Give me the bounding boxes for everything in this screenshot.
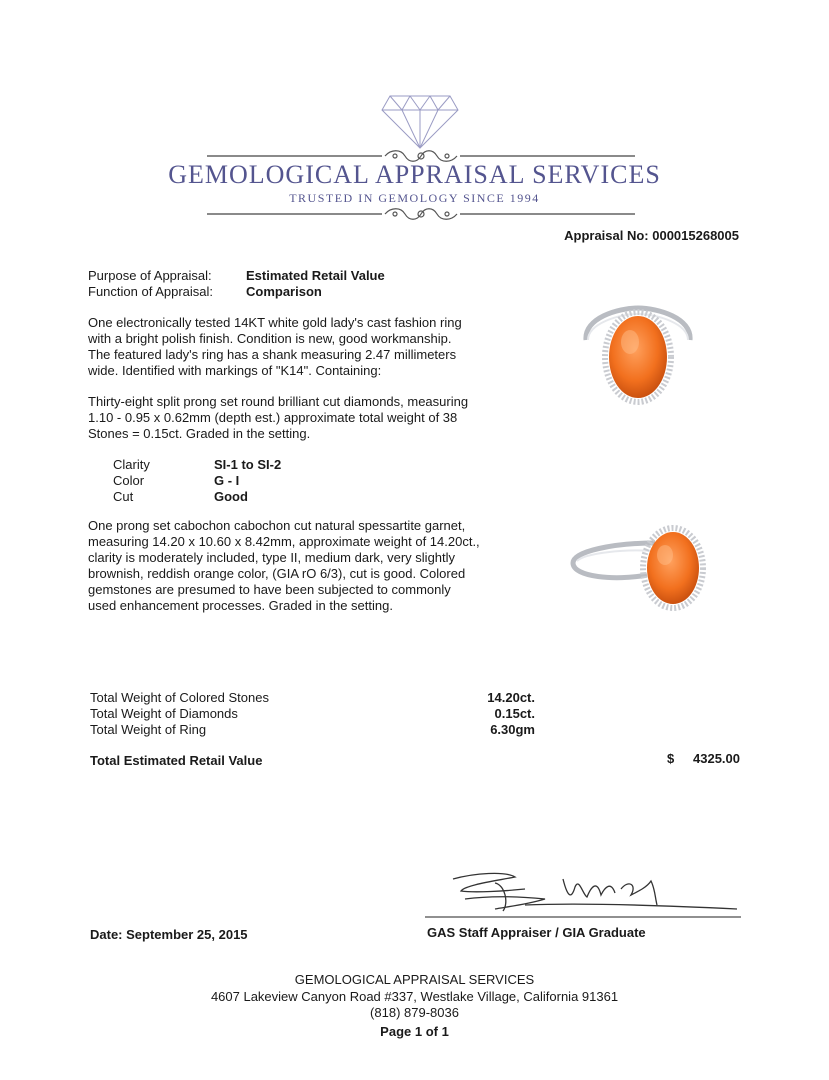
ring-description xyxy=(88,315,508,379)
grade-value-clarity: SI-1 to SI-2 xyxy=(214,457,282,472)
purpose-value: Estimated Retail Value xyxy=(246,268,385,283)
appraisal-date: Date: September 25, 2015 xyxy=(90,927,248,942)
grade-label-color: Color xyxy=(113,473,145,488)
diamond-logo-icon xyxy=(380,92,460,150)
garnet-desc-line: used enhancement processes. Graded in the setting. xyxy=(88,598,393,613)
diamond-desc-line: Stones = 0.15ct. Graded in the setting. xyxy=(88,426,311,441)
purpose-label: Purpose of Appraisal: xyxy=(88,268,212,283)
garnet-desc-line: measuring 14.20 x 10.60 x 8.42mm, approximate weight of 14.20ct., xyxy=(88,534,480,549)
company-name: GEMOLOGICAL APPRAISAL SERVICES xyxy=(168,160,661,189)
footer-address: 4607 Lakeview Canyon Road #337, Westlake Village, California 91361 xyxy=(210,989,619,1004)
ring-front-photo xyxy=(578,300,698,410)
grade-label-cut: Cut xyxy=(113,489,134,504)
garnet-desc-line: brownish, reddish orange color, (GIA rO 6/3), cut is good. Colored xyxy=(88,566,466,581)
retail-value-label: Total Estimated Retail Value xyxy=(90,753,263,768)
grade-value-cut: Good xyxy=(214,489,248,504)
total-label-ring: Total Weight of Ring xyxy=(90,722,207,737)
total-value-ring: 6.30gm xyxy=(490,722,535,737)
retail-value: 4325.00 xyxy=(693,751,740,766)
total-value-diamonds: 0.15ct. xyxy=(494,706,535,721)
ring-desc-line: The featured lady's ring has a shank measuring 2.47 millimeters xyxy=(88,347,457,362)
garnet-desc-line: gemstones are presumed to have been subjected to commonly xyxy=(88,582,451,597)
grade-value-color: G - I xyxy=(214,473,240,488)
appraiser-signature xyxy=(425,865,745,925)
retail-currency: $ xyxy=(667,751,675,766)
ring-desc-line: with a bright polish finish. Condition is new, good workmanship. xyxy=(88,331,452,346)
diamond-desc-line: 1.10 - 0.95 x 0.62mm (depth est.) approximate total weight of 38 xyxy=(88,410,458,425)
garnet-desc-line: clarity is moderately included, type II, medium dark, very slightly xyxy=(88,550,456,565)
footer-phone: (818) 879-8036 xyxy=(370,1005,459,1020)
page-number: Page 1 of 1 xyxy=(380,1024,449,1039)
grade-label-clarity: Clarity xyxy=(113,457,150,472)
company-tagline: TRUSTED IN GEMOLOGY SINCE 1994 xyxy=(289,191,540,205)
footer-company: GEMOLOGICAL APPRAISAL SERVICES xyxy=(294,972,535,987)
ring-desc-line: One electronically tested 14KT white gold lady's cast fashion ring xyxy=(88,315,462,330)
function-label: Function of Appraisal: xyxy=(88,284,214,299)
garnet-description xyxy=(88,518,518,614)
diamond-desc-line: Thirty-eight split prong set round brilliant cut diamonds, measuring xyxy=(88,394,469,409)
diamond-description xyxy=(88,394,508,442)
ring-desc-line: wide. Identified with markings of "K14". Containing: xyxy=(88,363,382,378)
appraisal-number: Appraisal No: 000015268005 xyxy=(564,228,739,243)
bottom-ornament-rule xyxy=(207,206,635,222)
signer-title: GAS Staff Appraiser / GIA Graduate xyxy=(427,925,646,940)
ring-side-photo xyxy=(565,515,715,615)
total-label-diamonds: Total Weight of Diamonds xyxy=(90,706,238,721)
function-value: Comparison xyxy=(246,284,322,299)
total-label-colored-stones: Total Weight of Colored Stones xyxy=(90,690,269,705)
garnet-desc-line: One prong set cabochon cabochon cut natural spessartite garnet, xyxy=(88,518,466,533)
total-value-colored-stones: 14.20ct. xyxy=(487,690,535,705)
letterhead xyxy=(0,0,829,230)
